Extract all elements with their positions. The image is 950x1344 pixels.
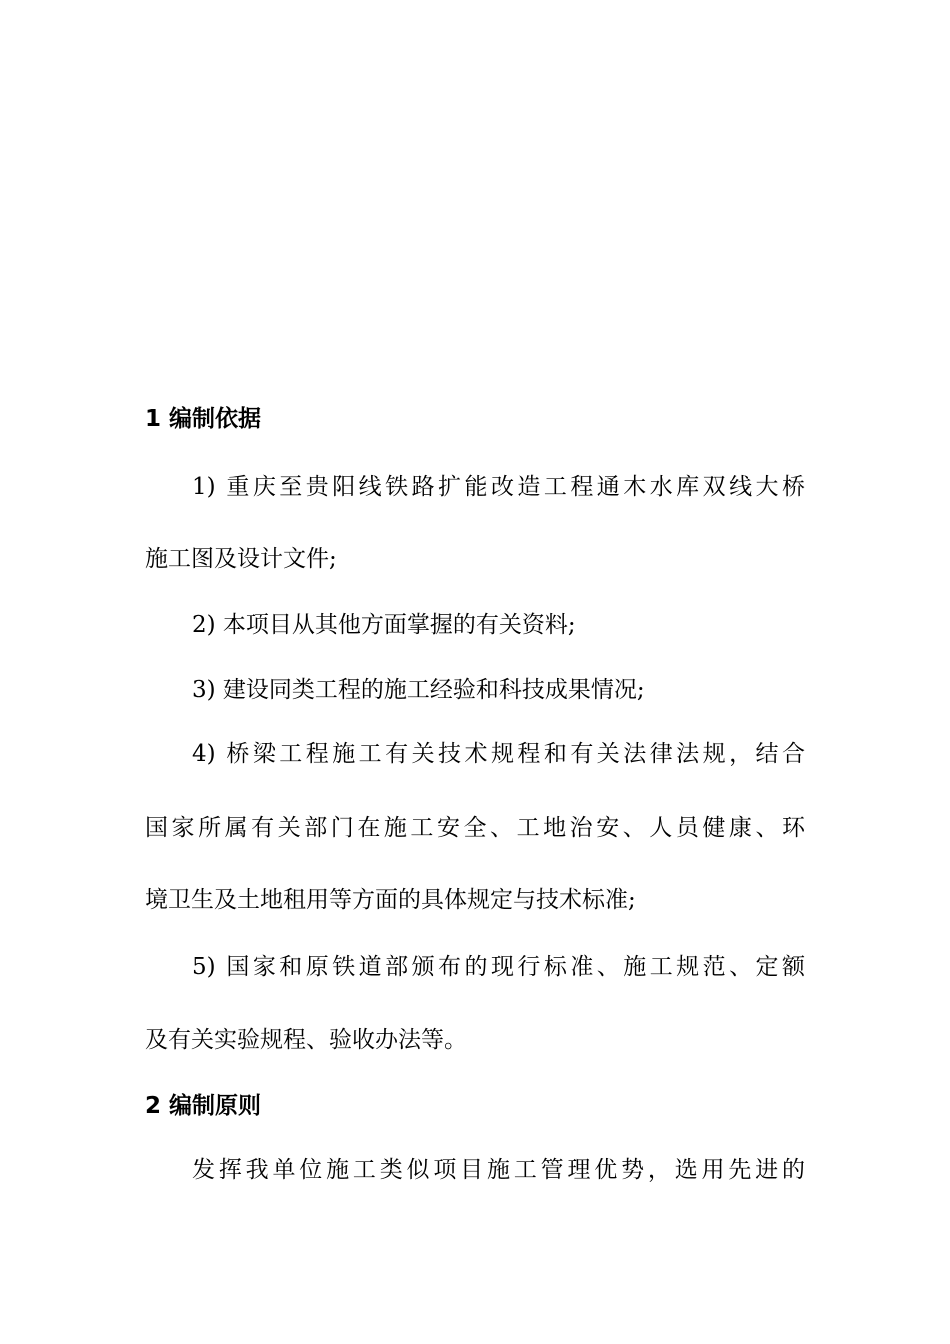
paragraph-line: 国家所属有关部门在施工安全、工地治安、人员健康、环 (145, 815, 805, 841)
section-heading-1: 1 编制依据 (145, 406, 262, 432)
section-heading-2: 2 编制原则 (145, 1093, 262, 1119)
paragraph-line: 1) 重庆至贵阳线铁路扩能改造工程通木水库双线大桥 (192, 474, 805, 500)
paragraph-line: 发挥我单位施工类似项目施工管理优势，选用先进的 (192, 1157, 805, 1183)
paragraph-line: 3) 建设同类工程的施工经验和科技成果情况; (192, 677, 645, 703)
paragraph-line: 施工图及设计文件; (145, 546, 337, 572)
paragraph-line: 境卫生及土地租用等方面的具体规定与技术标准; (145, 887, 636, 913)
paragraph-line: 5) 国家和原铁道部颁布的现行标准、施工规范、定额 (192, 954, 805, 980)
paragraph-line: 及有关实验规程、验收办法等。 (145, 1027, 467, 1053)
paragraph-line: 2) 本项目从其他方面掌握的有关资料; (192, 612, 576, 638)
paragraph-line: 4) 桥梁工程施工有关技术规程和有关法律法规，结合 (192, 741, 805, 767)
